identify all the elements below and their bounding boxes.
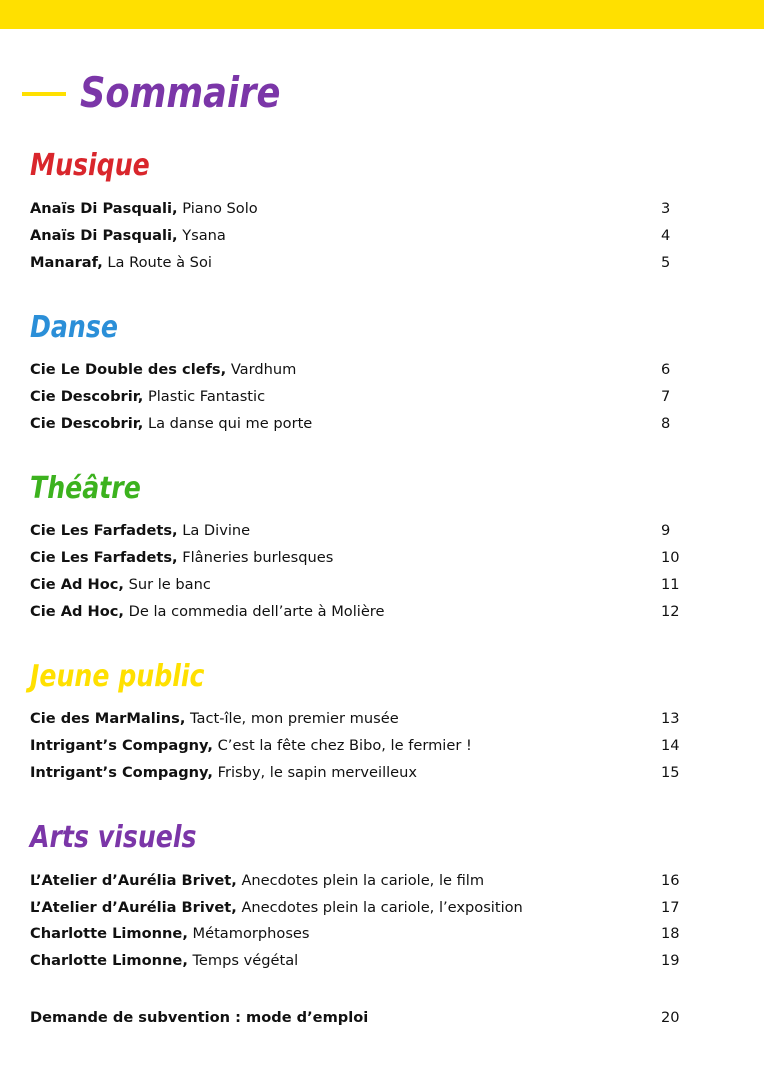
toc-entry[interactable] bbox=[30, 359, 685, 381]
toc-entry[interactable] bbox=[30, 601, 685, 623]
entry-work: Anecdotes plein la cariole, le film bbox=[241, 872, 485, 889]
title-dash bbox=[22, 92, 66, 96]
toc-entry[interactable] bbox=[30, 574, 685, 596]
entry-artist: L’Atelier d’Aurélia Brivet, bbox=[30, 899, 237, 916]
toc-entry[interactable] bbox=[30, 252, 685, 274]
entry-work: Temps végétal bbox=[192, 952, 299, 969]
entry-artist: Charlotte Limonne, bbox=[30, 952, 188, 969]
toc-entry[interactable] bbox=[30, 897, 685, 919]
toc-entry[interactable] bbox=[30, 870, 685, 892]
toc-entry[interactable] bbox=[30, 923, 685, 945]
entry-artist: Anaïs Di Pasquali, bbox=[30, 200, 178, 217]
entry-page-number: 14 bbox=[661, 737, 680, 754]
toc-entry[interactable] bbox=[30, 547, 685, 569]
section-heading-arts-visuels: Arts visuels bbox=[30, 820, 197, 855]
entry-page-number: 3 bbox=[661, 200, 671, 217]
entry-artist: Charlotte Limonne, bbox=[30, 925, 188, 942]
entry-artist: Cie Les Farfadets, bbox=[30, 549, 178, 566]
entry-work: Plastic Fantastic bbox=[147, 388, 266, 405]
entry-page-number: 18 bbox=[661, 925, 680, 942]
entry-work: Frisby, le sapin merveilleux bbox=[217, 764, 418, 781]
entry-work: Ysana bbox=[182, 227, 226, 244]
toc-entry[interactable] bbox=[30, 198, 685, 220]
section-heading-theatre: Théâtre bbox=[30, 471, 141, 506]
entry-work: Métamorphoses bbox=[192, 925, 310, 942]
entry-artist: Cie Le Double des clefs, bbox=[30, 361, 227, 378]
entry-work: Vardhum bbox=[230, 361, 297, 378]
entry-artist: Cie des MarMalins, bbox=[30, 710, 186, 727]
entry-artist: Cie Descobrir, bbox=[30, 388, 144, 405]
section-heading-jeune-public: Jeune public bbox=[30, 659, 205, 694]
section-heading-musique: Musique bbox=[30, 148, 150, 183]
page-title: Sommaire bbox=[80, 67, 281, 117]
toc-entry[interactable] bbox=[30, 520, 685, 542]
entry-page-number: 20 bbox=[661, 1009, 680, 1026]
entry-artist: Cie Ad Hoc, bbox=[30, 603, 124, 620]
entry-work: De la commedia dell’arte à Molière bbox=[128, 603, 385, 620]
toc-entry[interactable] bbox=[30, 413, 685, 435]
entry-title: Demande de subvention : mode d’emploi bbox=[30, 1009, 369, 1026]
entry-work: La danse qui me porte bbox=[147, 415, 313, 432]
toc-entry[interactable] bbox=[30, 708, 685, 730]
entry-artist: Cie Les Farfadets, bbox=[30, 522, 178, 539]
entry-work: Flâneries burlesques bbox=[182, 549, 334, 566]
entry-page-number: 8 bbox=[661, 415, 671, 432]
toc-entry[interactable] bbox=[30, 950, 685, 972]
entry-artist: Cie Descobrir, bbox=[30, 415, 144, 432]
entry-page-number: 16 bbox=[661, 872, 680, 889]
entry-page-number: 6 bbox=[661, 361, 671, 378]
entry-work: C’est la fête chez Bibo, le fermier ! bbox=[217, 737, 472, 754]
entry-work: Piano Solo bbox=[182, 200, 258, 217]
entry-work: La Divine bbox=[182, 522, 251, 539]
entry-work: Tact-île, mon premier musée bbox=[190, 710, 399, 727]
toc-entry[interactable] bbox=[30, 225, 685, 247]
entry-artist: Manaraf, bbox=[30, 254, 103, 271]
entry-page-number: 10 bbox=[661, 549, 680, 566]
entry-artist: Cie Ad Hoc, bbox=[30, 576, 124, 593]
entry-work: La Route à Soi bbox=[107, 254, 212, 271]
entry-page-number: 15 bbox=[661, 764, 680, 781]
entry-artist: Intrigant’s Compagny, bbox=[30, 737, 213, 754]
toc-entry[interactable] bbox=[30, 762, 685, 784]
entry-page-number: 5 bbox=[661, 254, 671, 271]
entry-work: Anecdotes plein la cariole, l’exposition bbox=[241, 899, 523, 916]
toc-entry[interactable] bbox=[30, 386, 685, 408]
entry-artist: Intrigant’s Compagny, bbox=[30, 764, 213, 781]
top-yellow-bar bbox=[0, 0, 764, 29]
entry-page-number: 11 bbox=[661, 576, 680, 593]
entry-page-number: 9 bbox=[661, 522, 671, 539]
entry-artist: L’Atelier d’Aurélia Brivet, bbox=[30, 872, 237, 889]
entry-page-number: 19 bbox=[661, 952, 680, 969]
entry-page-number: 7 bbox=[661, 388, 671, 405]
title-row bbox=[22, 62, 319, 122]
entry-artist: Anaïs Di Pasquali, bbox=[30, 227, 178, 244]
entry-work: Sur le banc bbox=[128, 576, 211, 593]
section-heading-danse: Danse bbox=[30, 310, 118, 345]
entry-page-number: 13 bbox=[661, 710, 680, 727]
toc-entry-subvention[interactable] bbox=[30, 1007, 685, 1029]
entry-page-number: 12 bbox=[661, 603, 680, 620]
entry-page-number: 17 bbox=[661, 899, 680, 916]
toc-entry[interactable] bbox=[30, 735, 685, 757]
entry-page-number: 4 bbox=[661, 227, 671, 244]
